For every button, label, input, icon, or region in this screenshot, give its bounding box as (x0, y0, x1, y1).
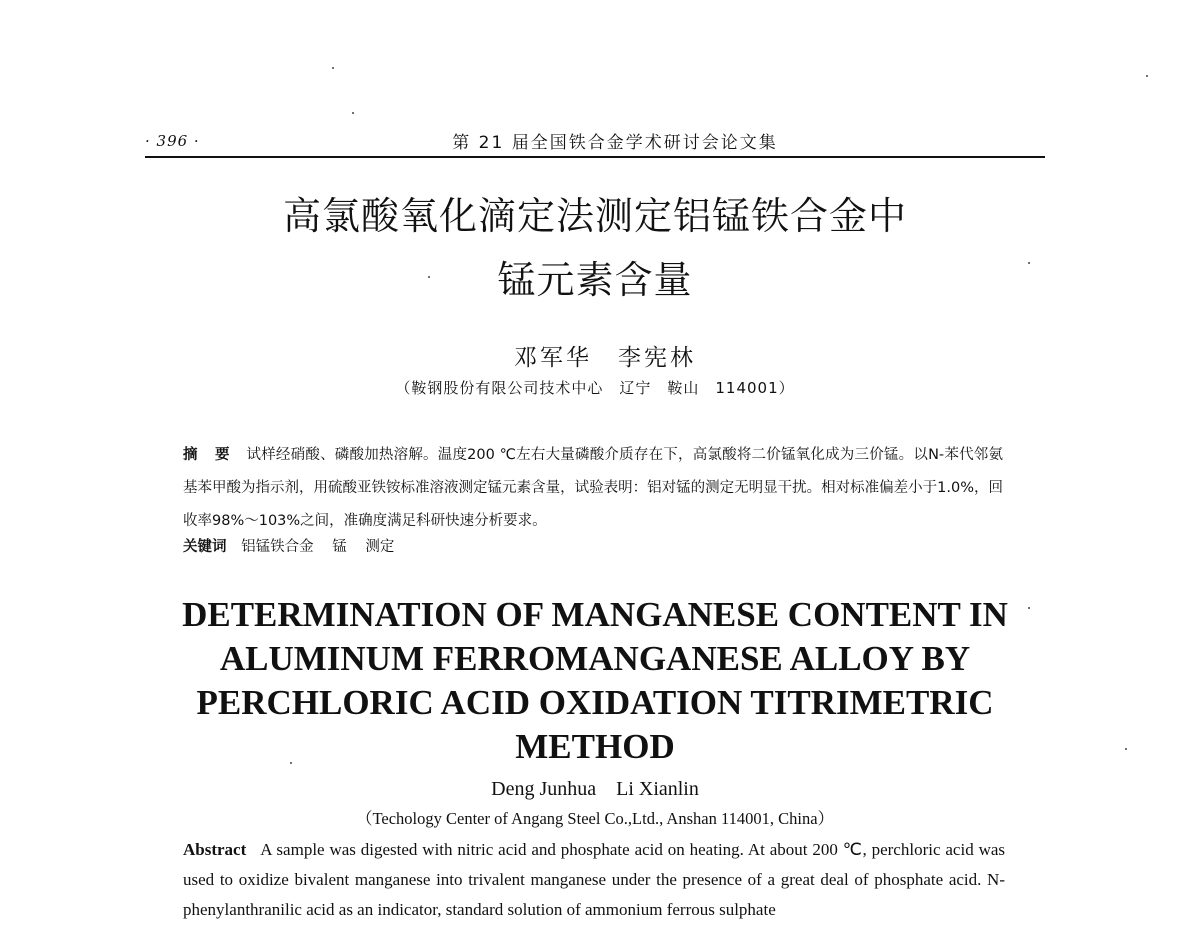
chinese-title-line-1: 高氯酸氧化滴定法测定铝锰铁合金中 (282, 194, 907, 238)
keyword: 锰 (332, 539, 347, 555)
english-title-line-3: PERCHLORIC ACID OXIDATION TITRIMETRIC (196, 683, 994, 722)
english-affiliation: （Techology Center of Angang Steel Co.,Ltd., Anshan 114001, China） (355, 809, 835, 828)
english-authors: Deng Junhua Li Xianlin (491, 778, 699, 800)
english-title-line-1: DETERMINATION OF MANGANESE CONTENT IN (182, 595, 1008, 634)
chinese-affiliation: （鞍钢股份有限公司技术中心 辽宁 鞍山 114001） (395, 379, 795, 397)
chinese-abstract (183, 439, 1003, 538)
chinese-title-line-2: 锰元素含量 (497, 258, 693, 302)
header-rule (145, 156, 1045, 158)
english-title-line-2: ALUMINUM FERROMANGANESE ALLOY BY (219, 639, 971, 678)
english-abstract-label: Abstract (183, 840, 247, 859)
english-abstract-text: A sample was digested with nitric acid and phosphate acid on heating. At about 200 ℃, perchloric acid was used to oxidize bivalent manganese into trivalent manganese under the presence of a great deal of phosphate acid. N-phenylanthranilic acid as an indicator, standard solution of ammonium ferrous sulphate (183, 840, 1006, 919)
journal-title: 第 21 届全国铁合金学术研讨会论文集 (452, 133, 778, 153)
running-header (145, 128, 1045, 156)
scan-speck (352, 112, 354, 114)
chinese-authors: 邓军华 李宪林 (514, 345, 696, 371)
english-title-line-4: METHOD (515, 727, 675, 766)
english-abstract (183, 835, 1005, 925)
page-number: · 396 · (145, 132, 200, 150)
scan-speck (332, 67, 334, 69)
chinese-abstract-label: 摘 要 (183, 447, 236, 463)
chinese-keywords (183, 531, 1003, 564)
keyword: 测定 (365, 539, 395, 555)
chinese-keywords-label: 关键词 (183, 539, 227, 555)
scan-speck (1146, 75, 1148, 77)
keyword: 铝锰铁合金 (241, 539, 314, 555)
chinese-abstract-text: 试样经硝酸、磷酸加热溶解。温度200 ℃左右大量磷酸介质存在下，高氯酸将二价锰氧化成为三价锰。以N-苯代邻氨基苯甲酸为指示剂，用硫酸亚铁铵标准溶液测定锰元素含量，试验表明：铝对锰的测定无明显干扰。相对标准偏差小于1.0%，回收率98%～103%之间，准确度满足科研快速分析要求。 (183, 447, 1003, 529)
